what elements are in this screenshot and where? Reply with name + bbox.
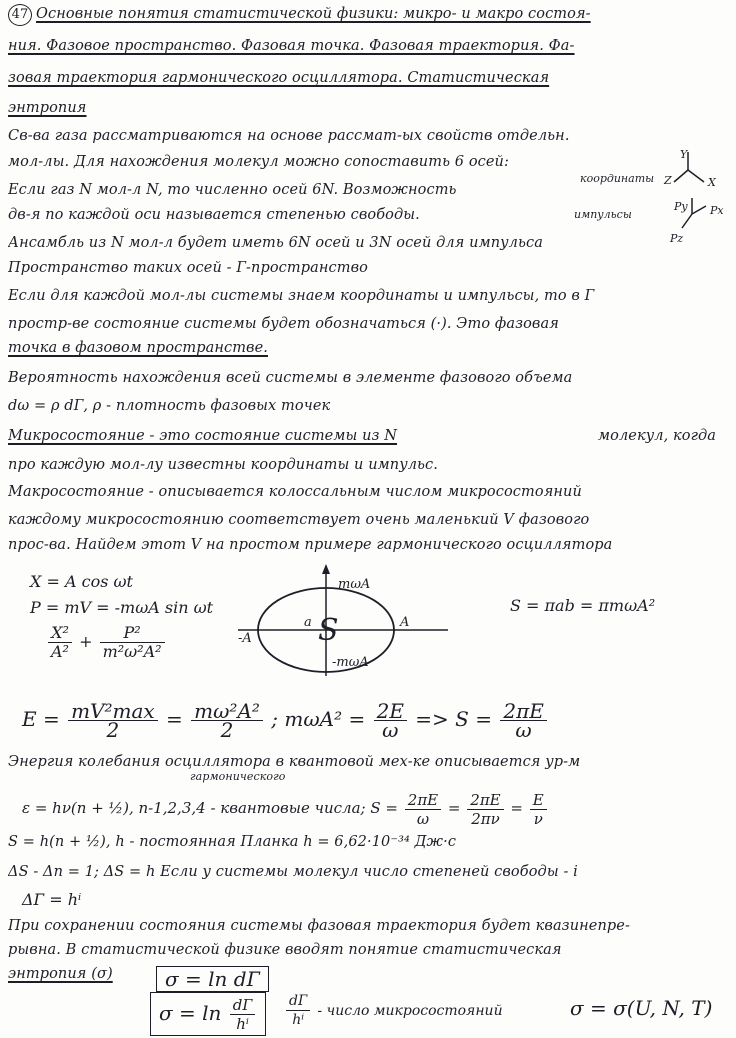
p-equation: P = mV = -mωA sin ωt	[30, 598, 214, 617]
p2-line-1: Вероятность нахождения всей системы в элементе фазового объема	[8, 370, 573, 386]
p2-line-3	[8, 426, 448, 446]
title-line-1	[8, 4, 728, 26]
quantum-eps-line: ε = hν(n + ½), n-1,2,3,4 - квантовые числа; S = $\frac{2\pi E}{\omega}$ = $\frac{2\pi E}{2\pi\nu}$ = $\frac{E}{\nu}$	[22, 788, 549, 828]
quantum-ds-line: ΔS - Δn = 1; ΔS = h Если у системы молекул число степеней свободы - i	[8, 864, 578, 880]
title-line-2: ния. Фазовое пространство. Фазовая точка. Фазовая траектория. Фа-	[8, 38, 575, 54]
axis-py-label: Py	[674, 200, 688, 213]
p2-line-6: каждому микросостоянию соответствует очень маленький V фазового	[8, 512, 590, 528]
plot-bottom-label: -mωA	[332, 655, 369, 670]
impulses-label: импульсы	[574, 208, 632, 221]
question-number-badge: 47	[8, 4, 32, 26]
plot-left-label: -A	[238, 631, 252, 646]
p2-line-2: dω = ρ dГ, ρ - плотность фазовых точек	[8, 398, 331, 414]
coordinate-axes	[580, 148, 717, 189]
p1-line-3: Если газ N мол-л N, то численно осей 6N. Возможность	[8, 182, 457, 198]
quantum-s-line: S = h(n + ½), h - постоянная Планка h = 6,62·10⁻³⁴ Дж·с	[8, 834, 457, 850]
title-line-3: зовая траектория гармонического осциллятора. Статистическая	[8, 70, 550, 86]
title-line-4: энтропия	[8, 100, 87, 116]
p1-line-2: мол-лы. Для нахождения молекул можно сопоставить 6 осей:	[8, 154, 509, 170]
energy-equation: E = $\frac{\text{mV²max}}{2}$ = $\frac{\text{mω²A²}}{2}$ ; mωA² = $\frac{2E}{\omega}$ => S = $\frac{2\pi E}{\omega}$	[22, 700, 549, 739]
p2-line-5: Макросостояние - описывается колоссальным числом микросостояний	[8, 484, 582, 500]
final-line-3: энтропия (σ)	[8, 966, 113, 982]
axis-y-label: Y	[680, 148, 688, 161]
axis-px-label: Px	[710, 204, 724, 217]
microstate-term: Микросостояние - это состояние системы из N	[8, 428, 398, 444]
p1-line-8: простр-ве состояние системы будет обозначаться (·). Это фазовая	[8, 316, 559, 332]
x-equation: X = A cos ωt	[30, 572, 133, 591]
p2-line-4: про каждую мол-лу известны координаты и импульс.	[8, 457, 438, 473]
p-axis-arrow	[322, 564, 330, 574]
coords-label: координаты	[580, 172, 655, 185]
p2-line-3b: молекул, когда	[598, 428, 717, 444]
p1-line-9: точка в фазовом пространстве.	[8, 340, 268, 356]
plot-right-label: A	[400, 615, 410, 630]
quantum-dg-line: ΔГ = hⁱ	[22, 890, 82, 909]
p1-line-1: Св-ва газа рассматриваются на основе рассмат-ых свойств отдельн.	[8, 128, 570, 144]
final-line-2: рывна. В статистической физике вводят понятие статистическая	[8, 942, 562, 958]
microstates-definition: $\frac{dГ}{\text{hⁱ}}$ - число микросостояний	[284, 992, 503, 1029]
p1-line-6: Пространство таких осей - Г-пространство	[8, 260, 368, 276]
axis-pz-label: Pz	[670, 232, 684, 245]
p1-line-4: дв-я по каждой оси называется степенью свободы.	[8, 207, 420, 223]
p1-line-5: Ансамбль из N мол-л будет иметь 6N осей и 3N осей для импульса	[8, 235, 543, 251]
area-equation: S = πab = πmωA²	[510, 596, 656, 615]
ellipse-frac-1: $\frac{\text{X²}}{\text{A²}}$	[48, 624, 72, 661]
plot-a-label: a	[304, 615, 312, 630]
quantum-above-note: гармонического	[190, 770, 286, 783]
final-line-1: При сохранении состояния системы фазовая траектория будет квазинепре-	[8, 918, 630, 934]
entropy-box-1: σ = ln dГ	[156, 966, 269, 992]
axis-x-label: X	[708, 176, 716, 189]
entropy-function: σ = σ(U, N, T)	[570, 996, 713, 1020]
p1-line-7: Если для каждой мол-лы системы знаем координаты и импульсы, то в Г	[8, 288, 595, 304]
ellipse-equation: $\frac{\text{X²}}{\text{A²}}$ + $\frac{\text{P²}}{\text{m²ω²A²}}$	[46, 624, 167, 661]
p2-line-7: прос-ва. Найдем этот V на простом примере гармонического осциллятора	[8, 537, 613, 553]
entropy-box-2: σ = ln $\frac{dГ}{\text{hⁱ}}$	[150, 992, 266, 1036]
ellipse-frac-2: $\frac{\text{P²}}{\text{m²ω²A²}}$	[100, 624, 165, 661]
quantum-line-1: Энергия колебания осциллятора в квантовой мех-ке описывается ур-м	[8, 754, 581, 770]
phase-portrait	[228, 560, 458, 680]
title-text-1: Основные понятия статистической физики: микро- и макро состоя-	[36, 6, 591, 22]
plot-top-label: mωA	[338, 577, 371, 592]
axis-z-label: Z	[664, 174, 672, 187]
plot-s-label: S	[318, 613, 339, 648]
